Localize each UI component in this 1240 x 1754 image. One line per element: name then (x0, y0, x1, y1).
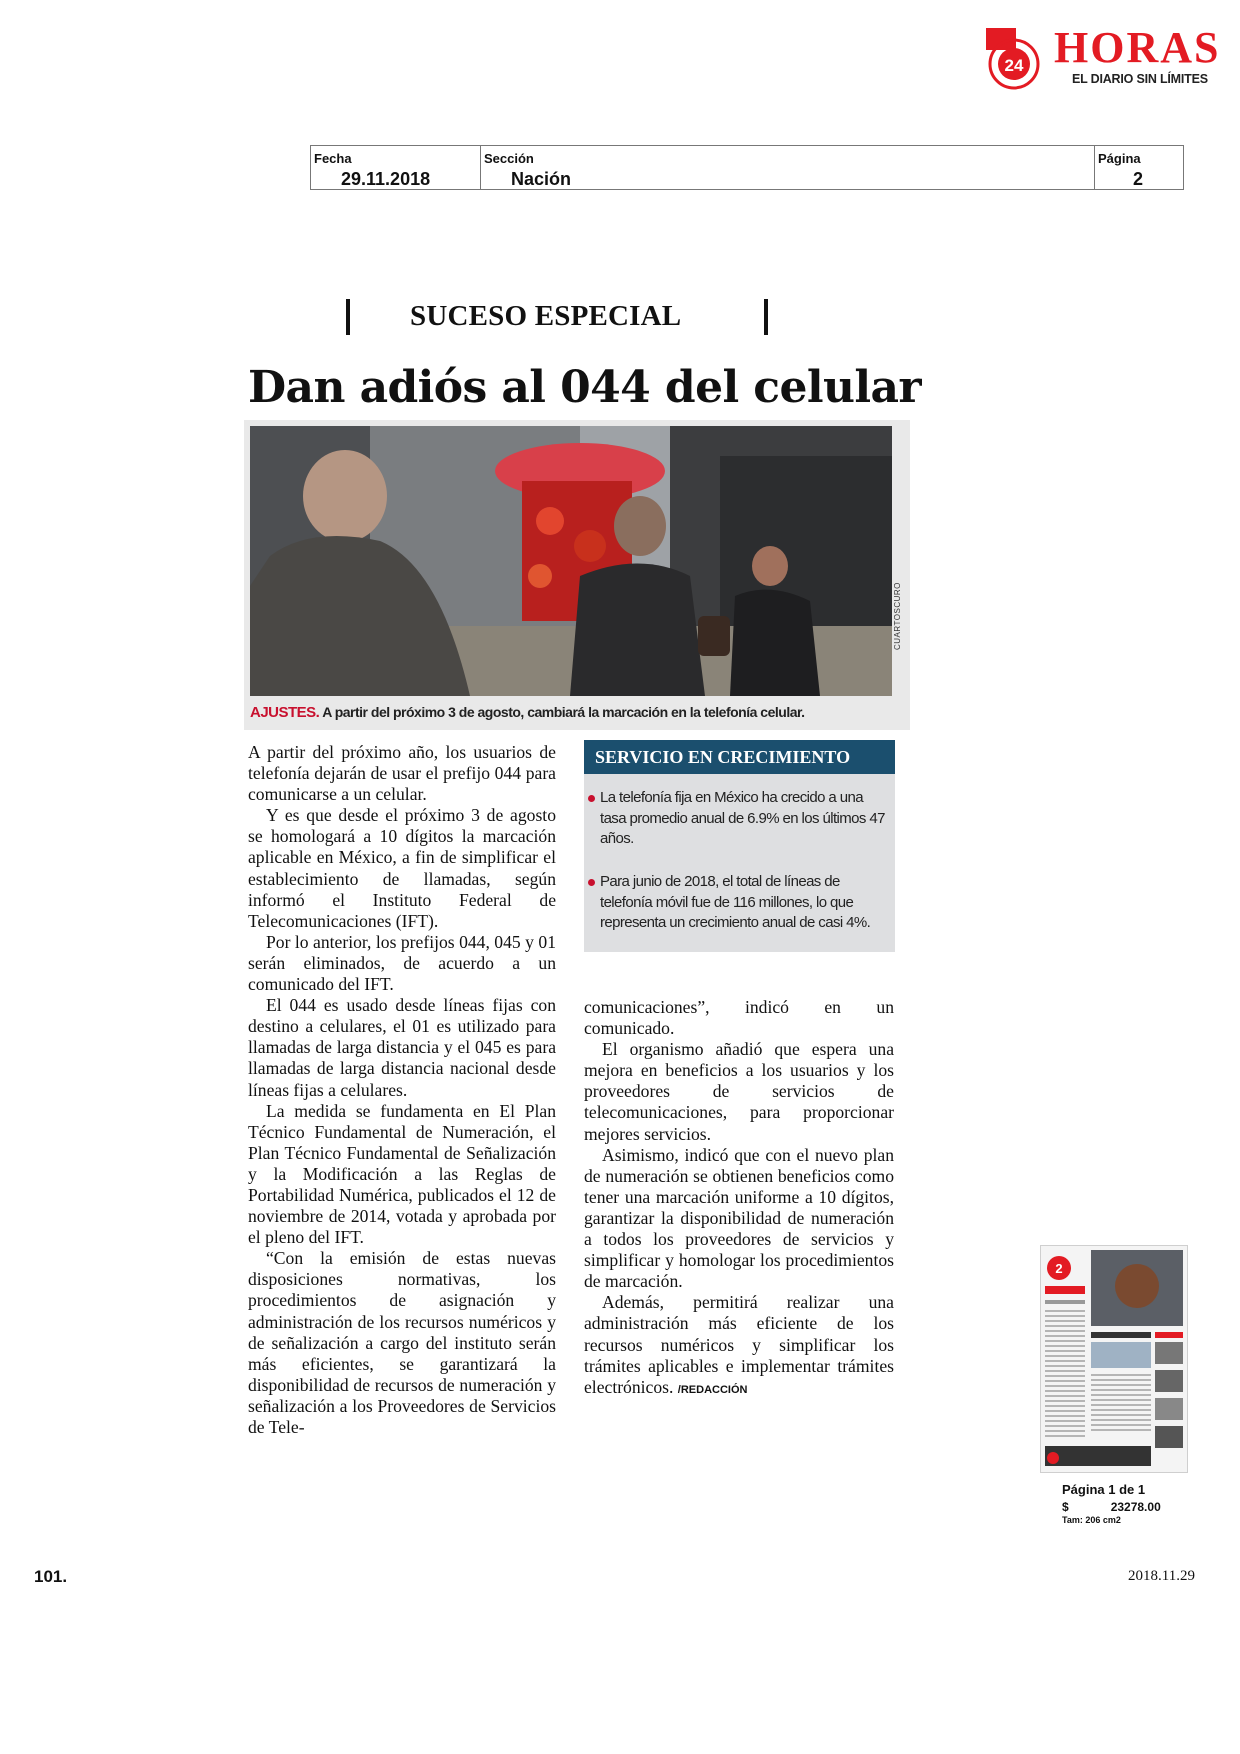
paragraph (584, 1292, 894, 1400)
paragraph: La medida se fundamenta en El Plan Técnico Fundamental de Numeración, el Plan Técnico Fundamental de Señalización y la Modificación a las Reglas de Portabilidad Numérica, publicados el 12 de noviembre de 2014, votada y aprobada por el pleno del IFT. (248, 1100, 556, 1248)
pagina-label: Página (1098, 151, 1141, 166)
street-photo (250, 426, 892, 696)
logo-badge-number: 24 (1004, 56, 1024, 75)
kicker-bracket-right (764, 299, 768, 335)
bullet-dot-icon (588, 879, 595, 886)
price-line (1062, 1500, 1161, 1514)
seccion-cell (481, 146, 1095, 189)
price-value: 23278.00 (1110, 1500, 1161, 1514)
price-currency: $ (1062, 1500, 1069, 1514)
photo-frame (244, 420, 910, 730)
section-kicker (346, 297, 772, 337)
pagina-value: 2 (1133, 169, 1144, 189)
page-count: Página 1 de 1 (1062, 1482, 1146, 1497)
logo-badge-icon (984, 26, 1044, 90)
page-thumbnail-image (1041, 1246, 1187, 1472)
paragraph: “Con la emisión de estas nuevas disposiciones normativas, los procedimientos de asignación y administración de los recursos numéricos y de señalización a cargo del instituto serán más eficientes, se garantizará la disponibilidad de recursos de numeración y señalización a los Proveedores de Servicios de Tele- (248, 1248, 556, 1437)
headline: Dan adiós al 044 del celular (248, 362, 921, 413)
sidebar-box (584, 740, 895, 952)
svg-text:2: 2 (1055, 1261, 1063, 1276)
photo-caption (250, 704, 900, 721)
article-column-2 (584, 997, 894, 1401)
paragraph: Por lo anterior, los prefijos 044, 045 y 01 serán eliminados, de acuerdo a un comunicado del IFT. (248, 931, 556, 995)
signature: /REDACCIÓN (677, 1383, 748, 1396)
seccion-value: Nación (511, 169, 572, 189)
paragraph: comunicaciones”, indicó en un comunicado. (584, 997, 894, 1039)
kicker-text: SUCESO ESPECIAL (410, 300, 682, 332)
fecha-cell (311, 146, 481, 189)
caption-label: AJUSTES. (250, 704, 320, 721)
thumbnail-meta (1062, 1482, 1161, 1525)
paragraph: Asimismo, indicó que con el nuevo plan de numeración se obtienen beneficios como tener una marcación uniforme a 10 dígitos, garantizar la disponibilidad de numeración a todos los proveedores de servicios y simplificar y homologar los procedimientos de marcación. (584, 1144, 894, 1292)
sidebar-bullet (600, 872, 890, 934)
kicker-bracket-left (346, 299, 350, 335)
footer-code: 101. (34, 1567, 68, 1586)
size-value: Tam: 206 cm2 (1062, 1515, 1121, 1525)
logo-tagline: EL DIARIO SIN LÍMITES (1072, 72, 1208, 86)
photo-credit: CUARTOSCURO (893, 582, 902, 650)
sidebar-title: SERVICIO EN CRECIMIENTO (584, 740, 895, 774)
fecha-value: 29.11.2018 (341, 169, 431, 189)
bullet-dot-icon (588, 795, 595, 802)
paragraph: El 044 es usado desde líneas fijas con destino a celulares, el 01 es utilizado para llamadas de larga distancia y el 045 es para llamadas de larga distancia nacional desde líneas fijas a celulares. (248, 995, 556, 1100)
seccion-label: Sección (484, 151, 534, 166)
sidebar-bullet-text: La telefonía fija en México ha crecido a una tasa promedio anual de 6.9% en los últimos 47 años. (600, 789, 885, 847)
article-column-1 (248, 742, 556, 1438)
horas-logo (984, 23, 1221, 94)
sidebar-bullet-text: Para junio de 2018, el total de líneas de telefonía móvil fue de 116 millones, lo que representa un crecimiento anual de casi 4%. (600, 873, 871, 931)
info-table (310, 145, 1184, 190)
paragraph: A partir del próximo año, los usuarios de telefonía dejarán de usar el prefijo 044 para comunicarse a un celular. (248, 742, 556, 805)
sidebar-bullet (600, 788, 890, 850)
page-thumbnail (1040, 1245, 1188, 1473)
street-photo-image (250, 426, 892, 696)
paragraph: Y es que desde el próximo 3 de agosto se homologará a 10 dígitos la marcación aplicable en México, a fin de simplificar el establecimiento de llamadas, según informó el Instituto Federal de Telecomunicaciones (IFT). (248, 805, 556, 931)
paragraph: El organismo añadió que espera una mejora en beneficios a los usuarios y los proveedores de servicios de telecomunicaciones, para proporcionar mejores servicios. (584, 1039, 894, 1144)
logo-word: HORAS (1054, 23, 1221, 72)
pagina-cell (1095, 146, 1183, 189)
caption-text: A partir del próximo 3 de agosto, cambiará la marcación en la telefonía celular. (319, 704, 805, 720)
footer-date: 2018.11.29 (1128, 1568, 1195, 1584)
closing-text: Además, permitirá realizar una administración más eficiente de los recursos numéricos y simplificar los trámites aplicables e implementar trámites electrónicos. (584, 1292, 894, 1397)
fecha-label: Fecha (314, 151, 352, 166)
